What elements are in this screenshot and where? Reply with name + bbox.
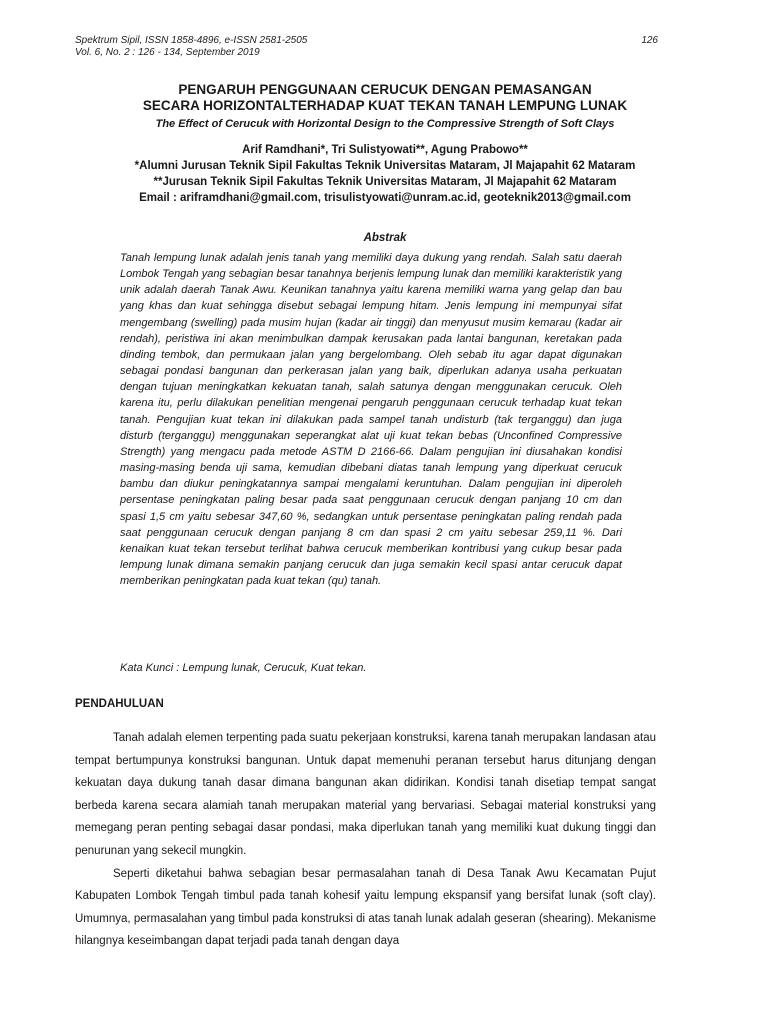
paper-subtitle: The Effect of Cerucuk with Horizontal Design to the Compressive Strength of Soft Clays — [155, 118, 615, 130]
journal-info-line-1: Spektrum Sipil, ISSN 1858-4896, e-ISSN 2581-2505 — [75, 35, 308, 46]
abstract-heading: Abstrak — [363, 232, 407, 244]
title-line-2: SECARA HORIZONTALTERHADAP KUAT TEKAN TANAH LEMPUNG LUNAK — [142, 98, 628, 113]
affiliation-1: *Alumni Jurusan Teknik Sipil Fakultas Teknik Universitas Mataram, Jl Majapahit 62 Mataram — [134, 160, 636, 172]
paper-title — [60, 82, 710, 114]
page-number: 126 — [641, 35, 658, 46]
affiliation-2: **Jurusan Teknik Sipil Fakultas Teknik Universitas Mataram, Jl Majapahit 62 Mataram — [153, 176, 617, 188]
journal-info-line-2: Vol. 6, No. 2 : 126 - 134, September 2019 — [75, 47, 260, 58]
author-emails: Email : ariframdhani@gmail.com, trisulistyowati@unram.ac.id, geoteknik2013@gmail.com — [139, 192, 631, 204]
introduction-paragraph-1: Tanah adalah elemen terpenting pada suatu pekerjaan konstruksi, karena tanah merupakan landasan atau tempat bertumpunya konstruksi bangunan. Untuk dapat memenuhi peranan tersebut harus ditunjang dengan kekuatan daya dukung tanah dasar dimana bangunan akan didirikan. Kondisi tanah disetiap tempat sangat berbeda karena secara alamiah tanah merupakan material yang bervariasi. Sebagai material konstruksi yang memegang peran penting sebagai dasar pondasi, maka diperlukan tanah yang memiliki kuat dukung tinggi dan penurunan yang sekecil mungkin. — [75, 732, 656, 857]
abstract-text: Tanah lempung lunak adalah jenis tanah yang memiliki daya dukung yang rendah. Salah satu daerah Lombok Tengah yang sebagian besar tanahnya berjenis lempung lunak dan memiliki karakteristik yang unik adalah daerah Tanak Awu. Keunikan tanahnya yaitu karena memiliki warna yang gelap dan bau yang khas dan kuat sehingga disebut sebagai lempung hitam. Jenis lempung ini mempunyai sifat mengembang (swelling) pada musim hujan (kadar air tinggi) dan menyusut musim kemarau (kadar air rendah), peristiwa ini akan menimbulkan dampak kerusakan pada lantai bangunan, keretakan pada dinding tembok, dan permukaan jalan yang bergelombang. Oleh sebab itu agar dapat digunakan sebagai pondasi bangunan dan perkerasan jalan yang baik, diperlukan adanya usaha perkuatan dengan tujuan meningkatkan kekuatan tanah, salah satunya dengan menggunakan cerucuk. Oleh karena itu, perlu dilakukan penelitian mengenai pengaruh penggunaan cerucuk terhadap kuat tekan tanah. Pengujian kuat tekan ini dilakukan pada sampel tanah undisturb (tak terganggu) dan juga disturb (terganggu) menggunakan seperangkat alat uji kuat tekan bebas (Unconfined Compressive Strength) yang mengacu pada metode ASTM D 2166-66. Dalam pengujian ini diusahakan kondisi masing-masing benda uji sama, kemudian dibebani diatas tanah lempung yang diperkuat cerucuk bambu dan diukur peningkatannya sampai mengalami keruntuhan. Dalam pengujian ini diperoleh persentase peningkatan paling besar pada saat penggunaan cerucuk dengan panjang 10 cm dan spasi 1,5 cm yaitu sebesar 347,60 %, sedangkan untuk persentase peningkatan paling rendah pada saat penggunaan cerucuk dengan panjang 8 cm dan spasi 2 cm yaitu sebesar 259,11 %. Dari kenaikan kuat tekan tersebut terlihat bahwa cerucuk memberikan kontribusi yang cukup besar pada lempung lunak dimana semakin panjang cerucuk dan juga semakin kecil spasi antar cerucuk dapat memberikan peningkatan pada kuat tekan (qu) tanah. — [120, 252, 622, 588]
title-line-1: PENGARUH PENGGUNAAN CERUCUK DENGAN PEMASANGAN — [178, 82, 592, 97]
author-names: Arif Ramdhani*, Tri Sulistyowati**, Agung Prabowo** — [242, 144, 528, 156]
introduction-body — [75, 727, 656, 953]
introduction-paragraph-2: Seperti diketahui bahwa sebagian besar permasalahan tanah di Desa Tanak Awu Kecamatan Pujut Kabupaten Lombok Tengah timbul pada tanah kohesif yaitu lempung ekspansif yang bersifat lunak (soft clay). Umumnya, permasalahan yang timbul pada konstruksi di atas tanah lunak adalah geseran (shearing). Mekanisme hilangnya keseimbangan dapat terjadi pada tanah dengan daya — [75, 867, 656, 948]
journal-header — [75, 35, 307, 59]
keywords: Kata Kunci : Lempung lunak, Cerucuk, Kuat tekan. — [120, 662, 367, 674]
author-block — [60, 142, 710, 206]
section-heading-introduction: PENDAHULUAN — [75, 698, 164, 710]
